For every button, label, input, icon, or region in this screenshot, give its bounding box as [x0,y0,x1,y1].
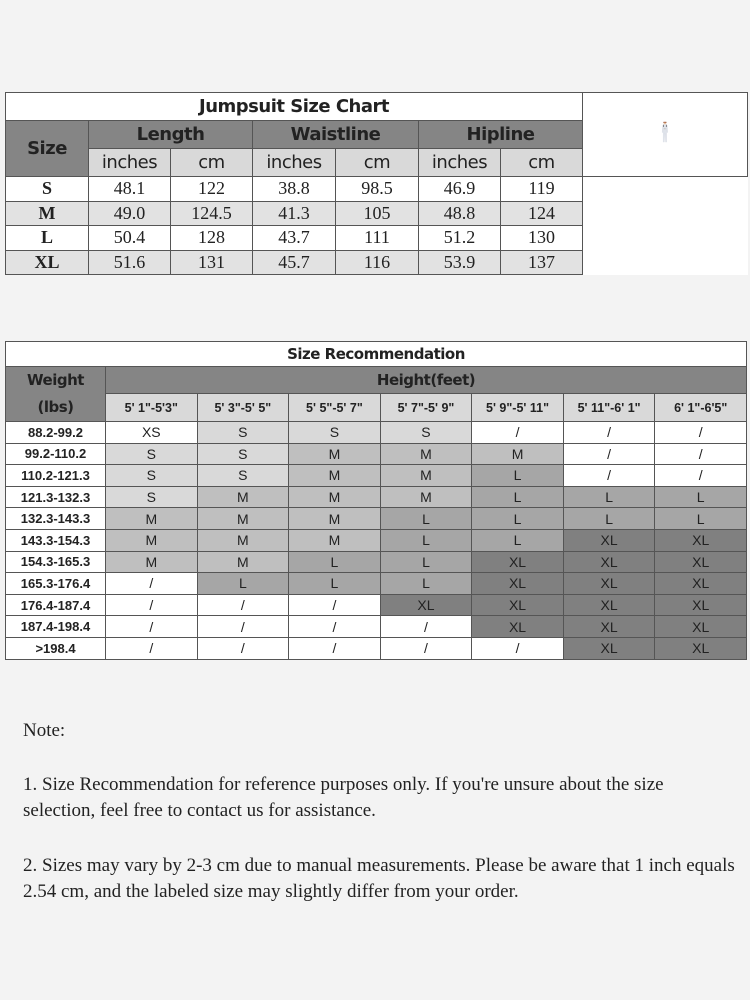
weight-range-cell: >198.4 [6,637,106,659]
size-cell: XL [6,250,89,275]
recommended-size-cell: L [289,573,381,595]
unit-header: cm [171,149,253,177]
waistline-header: Waistline [253,121,419,149]
recommended-size-cell: / [472,637,564,659]
recommended-size-cell: M [289,443,381,465]
unit-header: cm [336,149,419,177]
recommended-size-cell: M [289,486,381,508]
recommended-size-cell: S [197,443,289,465]
table-row [6,637,747,659]
height-range-header: 5' 9"-5' 11" [472,394,564,422]
recommended-size-cell: XL [655,594,747,616]
recommended-size-cell: M [380,486,472,508]
recommended-size-cell: L [472,508,564,530]
recommended-size-cell: L [197,573,289,595]
recommended-size-cell: M [197,529,289,551]
table-row [6,573,747,595]
unit-header: inches [419,149,501,177]
height-range-header: 5' 11"-6' 1" [563,394,655,422]
recommended-size-cell: / [472,422,564,444]
recommended-size-cell: S [197,422,289,444]
measurement-cell: 48.1 [89,177,171,202]
unit-header: inches [89,149,171,177]
recommended-size-cell: S [197,465,289,487]
measurement-cell: 137 [501,250,583,275]
recommended-size-cell: M [289,529,381,551]
table-row [6,616,747,638]
recommended-size-cell: L [472,465,564,487]
table-row [6,486,747,508]
measurement-cell: 105 [336,201,419,226]
weight-range-cell: 99.2-110.2 [6,443,106,465]
size-cell: M [6,201,89,226]
measurement-cell: 51.6 [89,250,171,275]
recommended-size-cell: L [655,486,747,508]
measurement-cell: 130 [501,226,583,251]
recommended-size-cell: S [289,422,381,444]
weight-range-cell: 143.3-154.3 [6,529,106,551]
recommended-size-cell: / [380,616,472,638]
measurement-cell: 98.5 [336,177,419,202]
model-jumpsuit-image [583,120,747,144]
recommended-size-cell: L [472,529,564,551]
recommended-size-cell: XL [655,529,747,551]
measurement-cell: 50.4 [89,226,171,251]
recommended-size-cell: XL [655,551,747,573]
recommended-size-cell: / [655,443,747,465]
measurement-cell: 49.0 [89,201,171,226]
height-range-header: 5' 3"-5' 5" [197,394,289,422]
height-range-header: 6' 1"-6'5" [655,394,747,422]
table-row [6,551,747,573]
weight-range-cell: 110.2-121.3 [6,465,106,487]
unit-header: inches [253,149,336,177]
height-range-header: 5' 7"-5' 9" [380,394,472,422]
table-row [6,443,747,465]
measurement-cell: 51.2 [419,226,501,251]
recommended-size-cell: XL [380,594,472,616]
height-range-header: 5' 1"-5'3" [106,394,198,422]
recommended-size-cell: XS [106,422,198,444]
recommended-size-cell: M [380,465,472,487]
measurement-cell: 111 [336,226,419,251]
size-chart-title: Jumpsuit Size Chart [6,93,583,121]
recommended-size-cell: M [472,443,564,465]
recommended-size-cell: XL [563,551,655,573]
recommended-size-cell: M [289,465,381,487]
recommended-size-cell: XL [472,573,564,595]
table-row [6,594,747,616]
measurement-cell: 48.8 [419,201,501,226]
recommended-size-cell: / [197,637,289,659]
height-header: Height(feet) [106,367,747,394]
recommended-size-cell: L [472,486,564,508]
table-row [6,529,747,551]
weight-header: Weight [6,367,106,394]
recommended-size-cell: L [289,551,381,573]
size-header: Size [6,121,89,177]
weight-range-cell: 154.3-165.3 [6,551,106,573]
unit-header: cm [501,149,583,177]
recommended-size-cell: L [380,508,472,530]
recommended-size-cell: M [106,551,198,573]
recommended-size-cell: / [289,637,381,659]
recommended-size-cell: XL [472,594,564,616]
recommended-size-cell: XL [563,616,655,638]
weight-range-cell: 187.4-198.4 [6,616,106,638]
recommended-size-cell: S [106,443,198,465]
recommended-size-cell: / [563,465,655,487]
recommended-size-cell: XL [563,529,655,551]
recommended-size-cell: / [197,616,289,638]
recommended-size-cell: XL [563,573,655,595]
table-row [6,177,748,202]
weight-range-cell: 132.3-143.3 [6,508,106,530]
recommended-size-cell: / [106,637,198,659]
recommended-size-cell: M [197,508,289,530]
size-cell: S [6,177,89,202]
table-row [6,422,747,444]
recommended-size-cell: XL [563,594,655,616]
weight-range-cell: 88.2-99.2 [6,422,106,444]
recommended-size-cell: L [380,573,472,595]
table-row [6,508,747,530]
size-cell: L [6,226,89,251]
recommended-size-cell: M [380,443,472,465]
recommended-size-cell: / [563,422,655,444]
recommended-size-cell: L [380,551,472,573]
measurement-cell: 119 [501,177,583,202]
recommended-size-cell: / [197,594,289,616]
recommended-size-cell: / [655,465,747,487]
measurement-cell: 128 [171,226,253,251]
recommended-size-cell: / [655,422,747,444]
weight-range-cell: 176.4-187.4 [6,594,106,616]
recommended-size-cell: XL [655,616,747,638]
recommended-size-cell: XL [655,637,747,659]
measurement-cell: 116 [336,250,419,275]
measurement-cell: 45.7 [253,250,336,275]
recommended-size-cell: M [106,529,198,551]
measurement-cell: 122 [171,177,253,202]
recommended-size-cell: / [380,637,472,659]
note-item: 1. Size Recommendation for reference purposes only. If you're unsure about the size selection, feel free to contact us for assistance. [23,774,664,821]
recommended-size-cell: XL [472,551,564,573]
table-row [6,250,748,275]
weight-range-cell: 165.3-176.4 [6,573,106,595]
recommended-size-cell: / [106,594,198,616]
product-photo [583,93,748,177]
recommended-size-cell: L [655,508,747,530]
measurement-cell: 46.9 [419,177,501,202]
recommended-size-cell: S [380,422,472,444]
recommended-size-cell: XL [655,573,747,595]
recommended-size-cell: / [563,443,655,465]
recommended-size-cell: S [106,465,198,487]
recommended-size-cell: M [197,486,289,508]
recommended-size-cell: S [106,486,198,508]
recommended-size-cell: XL [472,616,564,638]
measurement-cell: 38.8 [253,177,336,202]
recommended-size-cell: / [289,616,381,638]
recommended-size-cell: / [106,573,198,595]
recommendation-title: Size Recommendation [6,342,747,367]
recommended-size-cell: / [289,594,381,616]
recommended-size-cell: L [563,486,655,508]
note-item: 2. Sizes may vary by 2-3 cm due to manual measurements. Please be aware that 1 inch equals 2.54 cm, and the labeled size may slightly differ from your order. [23,855,735,902]
measurement-cell: 41.3 [253,201,336,226]
measurement-cell: 124 [501,201,583,226]
recommended-size-cell: M [289,508,381,530]
table-row [6,226,748,251]
notes-heading: Note: [23,720,66,741]
recommended-size-cell: / [106,616,198,638]
notes-section [23,718,738,934]
weight-range-cell: 121.3-132.3 [6,486,106,508]
table-row [6,465,747,487]
measurement-cell: 53.9 [419,250,501,275]
measurement-cell: 43.7 [253,226,336,251]
measurement-cell: 124.5 [171,201,253,226]
table-row [6,201,748,226]
recommended-size-cell: L [563,508,655,530]
recommended-size-cell: M [197,551,289,573]
measurement-cell: 131 [171,250,253,275]
recommended-size-cell: M [106,508,198,530]
height-range-header: 5' 5"-5' 7" [289,394,381,422]
recommended-size-cell: XL [563,637,655,659]
length-header: Length [89,121,253,149]
size-recommendation-table [5,341,747,660]
weight-unit-header: (lbs) [6,394,106,422]
hipline-header: Hipline [419,121,583,149]
recommended-size-cell: L [380,529,472,551]
jumpsuit-size-chart [5,92,748,275]
